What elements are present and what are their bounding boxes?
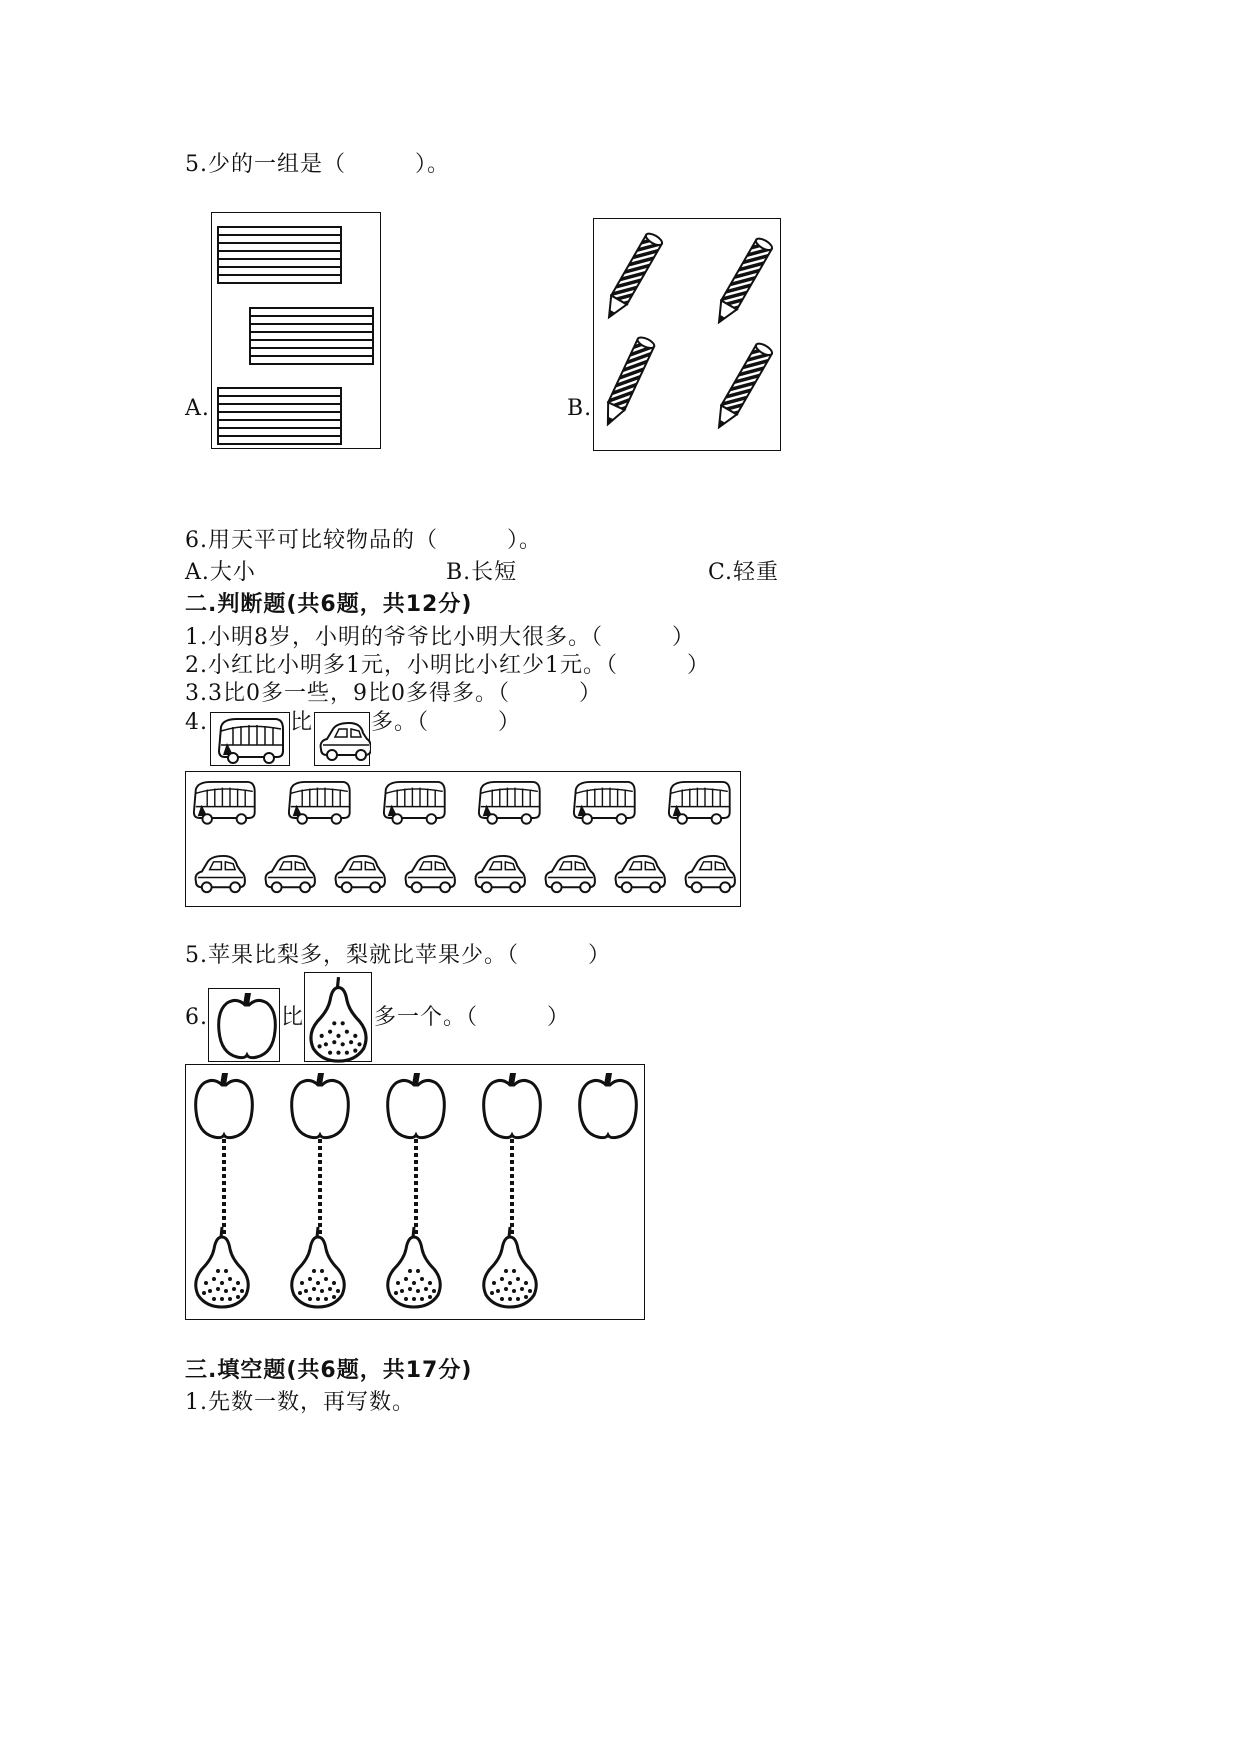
judge-q6-pear-box bbox=[304, 972, 372, 1062]
apple-icon bbox=[388, 1073, 445, 1138]
section2-heading: 二.判断题(共6题，共12分) bbox=[185, 592, 473, 617]
bus-icon bbox=[574, 782, 635, 824]
correspondence-lines bbox=[224, 1139, 512, 1235]
mc-q6-option-c: C.轻重 bbox=[708, 560, 780, 585]
car-icon bbox=[406, 856, 455, 892]
bus-icon bbox=[219, 719, 283, 763]
pencil-3 bbox=[600, 335, 656, 428]
apple-pear-figure bbox=[185, 1064, 645, 1320]
car-icon bbox=[321, 723, 371, 760]
bus-icon bbox=[479, 782, 540, 824]
pencils-drawing bbox=[594, 219, 782, 452]
apple-row bbox=[196, 1073, 637, 1138]
pear-icon bbox=[388, 1227, 441, 1307]
bus-icon bbox=[384, 782, 445, 824]
pencil-2 bbox=[711, 236, 774, 326]
judge-q6-apple-box bbox=[208, 988, 280, 1062]
car-icon bbox=[266, 856, 315, 892]
mc-q5-option-b-label: B. bbox=[567, 396, 593, 421]
apple-icon bbox=[219, 993, 276, 1058]
judge-q1: 1.小明8岁，小明的爷爷比小明大很多。（ ） bbox=[185, 625, 695, 650]
mc-q5-option-a-label: A. bbox=[185, 396, 210, 421]
judge-q5: 5.苹果比梨多，梨就比苹果少。（ ） bbox=[185, 943, 611, 968]
apple-pear-drawing bbox=[186, 1065, 646, 1321]
car-icon bbox=[476, 856, 525, 892]
pear-icon bbox=[311, 977, 366, 1061]
pencils-figure bbox=[593, 218, 781, 451]
line-groups-figure bbox=[211, 212, 381, 449]
car-row bbox=[196, 856, 735, 892]
judge-q6-tail: 多一个。（ ） bbox=[374, 1005, 571, 1030]
car-icon bbox=[336, 856, 385, 892]
mc-q5-text: 5.少的一组是（ ）。 bbox=[185, 152, 451, 177]
judge-q4-tail: 多。（ ） bbox=[371, 710, 522, 735]
judge-q6-compare-word: 比 bbox=[281, 1005, 305, 1030]
bus-row bbox=[194, 782, 730, 824]
pear-row bbox=[196, 1227, 537, 1307]
judge-q4-car-box bbox=[314, 712, 370, 766]
fill-q1: 1.先数一数，再写数。 bbox=[185, 1390, 415, 1415]
bus-icon bbox=[669, 782, 730, 824]
mc-q6-option-b: B.长短 bbox=[446, 560, 518, 585]
pear-icon bbox=[484, 1227, 537, 1307]
pear-icon bbox=[196, 1227, 249, 1307]
judge-q2: 2.小红比小明多1元，小明比小红少1元。（ ） bbox=[185, 653, 710, 678]
judge-q6-num: 6. bbox=[185, 1005, 208, 1030]
apple-icon bbox=[580, 1073, 637, 1138]
bus-icon bbox=[194, 782, 255, 824]
apple-icon bbox=[196, 1073, 253, 1138]
car-icon bbox=[196, 856, 245, 892]
judge-q3: 3.3比0多一些，9比0多得多。（ ） bbox=[185, 681, 602, 706]
judge-q4-bus-box bbox=[210, 712, 290, 766]
bus-car-drawing bbox=[186, 772, 742, 908]
bus-car-figure bbox=[185, 771, 741, 907]
judge-q4-num: 4. bbox=[185, 710, 208, 735]
apple-icon bbox=[292, 1073, 349, 1138]
bus-icon bbox=[289, 782, 350, 824]
mc-q6-text: 6.用天平可比较物品的（ ）。 bbox=[185, 528, 543, 553]
line-groups-drawing bbox=[212, 213, 382, 450]
car-icon bbox=[686, 856, 735, 892]
pencil-1 bbox=[601, 231, 664, 321]
judge-q4-compare-word: 比 bbox=[290, 710, 314, 735]
pencil-4 bbox=[711, 341, 774, 431]
pear-icon bbox=[292, 1227, 345, 1307]
car-icon bbox=[616, 856, 665, 892]
apple-icon bbox=[484, 1073, 541, 1138]
mc-q6-option-a: A.大小 bbox=[185, 560, 256, 585]
section3-heading: 三.填空题(共6题，共17分) bbox=[185, 1358, 473, 1383]
car-icon bbox=[546, 856, 595, 892]
